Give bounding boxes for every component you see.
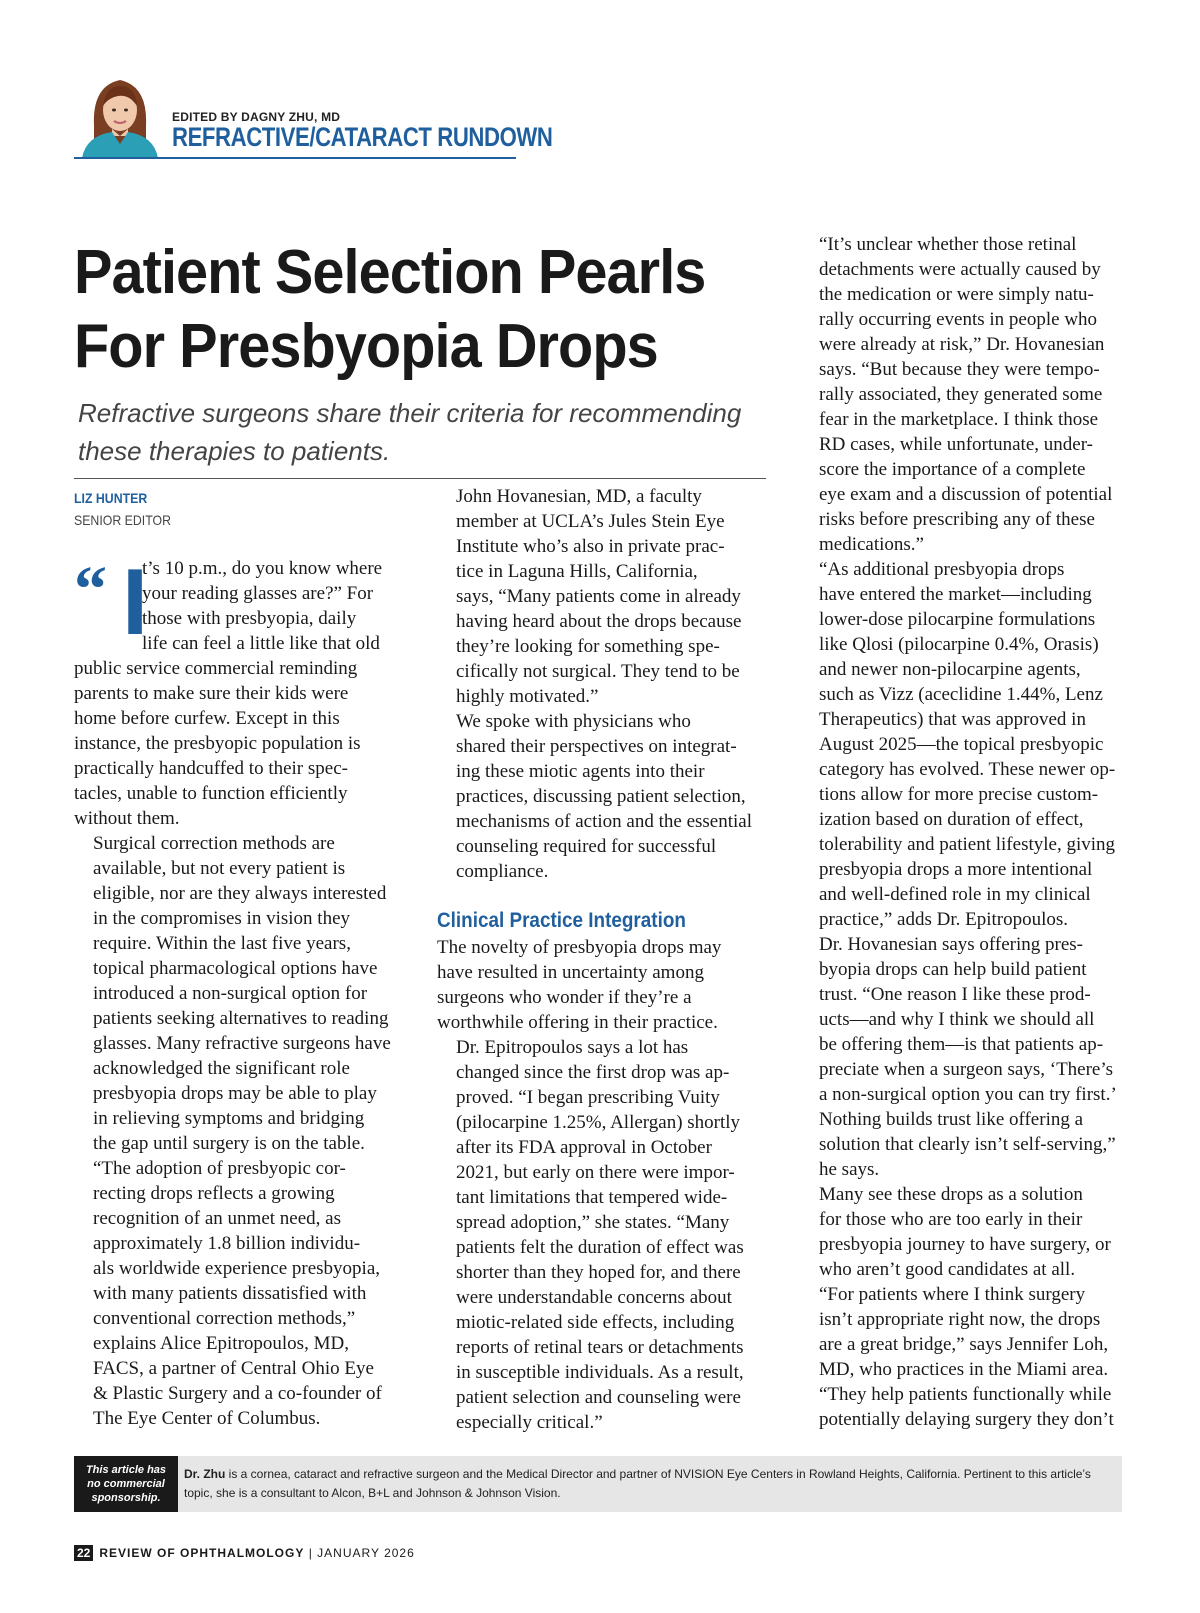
text-line: public service commercial reminding [74, 658, 358, 679]
text-line: such as Vizz (aceclidine 1.44%, Lenz [819, 684, 1103, 705]
text-line: they’re looking for something spe- [456, 636, 720, 657]
text-line: available, but not every patient is [93, 858, 346, 879]
text-line: the medication or were simply natu- [819, 284, 1094, 305]
text-line: The Eye Center of Columbus. [93, 1408, 321, 1429]
headline-line-2: For Presbyopia Drops [74, 312, 658, 381]
publication-name: REVIEW OF OPHTHALMOLOGY [99, 1546, 305, 1560]
text-line: proved. “I began prescribing Vuity [456, 1087, 720, 1108]
opening-quote-mark: “ [74, 553, 107, 626]
text-line: introduced a non-surgical option for [93, 983, 368, 1004]
paragraph [437, 709, 767, 884]
text-line: glasses. Many refractive surgeons have [93, 1033, 391, 1054]
text-line: rally associated, they generated some [819, 384, 1103, 405]
editor-portrait [74, 66, 166, 158]
text-line: byopia drops can help build patient [819, 959, 1087, 980]
text-line: presbyopia journey to have surgery, or [819, 1234, 1111, 1255]
text-line: tolerability and patient lifestyle, giving [819, 834, 1116, 855]
text-line: spread adoption,” she states. “Many [456, 1212, 730, 1233]
paragraph [800, 1182, 1130, 1282]
deck [78, 394, 778, 470]
text-line: a non-surgical option you can try first.’ [819, 1084, 1117, 1105]
paragraph [74, 549, 404, 656]
text-line: in susceptible individuals. As a result, [456, 1362, 744, 1383]
text-line: “As additional presbyopia drops [819, 559, 1065, 580]
text-line: are a great bridge,” says Jennifer Loh, [819, 1334, 1109, 1355]
text-line: the gap until surgery is on the table. [93, 1133, 365, 1154]
text-line: tacles, unable to function efficiently [74, 783, 348, 804]
text-line: highly motivated.” [456, 686, 599, 707]
text-line: he says. [819, 1159, 880, 1180]
section-title: REFRACTIVE/CATARACT RUNDOWN [172, 122, 553, 152]
text-line: explains Alice Epitropoulos, MD, [93, 1333, 349, 1354]
text-line: cifically not surgical. They tend to be [456, 661, 740, 682]
paragraph [74, 1156, 404, 1431]
text-line: tant limitations that tempered wide- [456, 1187, 728, 1208]
text-line: solution that clearly isn’t self-serving,” [819, 1134, 1116, 1155]
text-line: Dr. Epitropoulos says a lot has [456, 1037, 689, 1058]
text-line: having heard about the drops because [456, 611, 742, 632]
text-line: & Plastic Surgery and a co-founder of [93, 1383, 382, 1404]
text-line: RD cases, while unfortunate, under- [819, 434, 1093, 455]
text-line: Dr. Hovanesian says offering pres- [819, 934, 1083, 955]
text-line: member at UCLA’s Jules Stein Eye [456, 511, 725, 532]
page-footer [74, 1545, 415, 1561]
body-column-1 [74, 549, 404, 1431]
text-line: be offering them—is that patients ap- [819, 1034, 1104, 1055]
text-line: practically handcuffed to their spec- [74, 758, 348, 779]
text-line: without them. [74, 808, 180, 829]
text-line: category has evolved. These newer op- [819, 759, 1116, 780]
text-line: Institute who’s also in private prac- [456, 536, 725, 557]
sponsorship-badge [74, 1456, 178, 1512]
text-line: Surgical correction methods are [93, 833, 335, 854]
paragraph [437, 484, 767, 709]
text-line: “The adoption of presbyopic cor- [93, 1158, 346, 1179]
text-line: in the compromises in vision they [93, 908, 351, 929]
body-column-2 [437, 484, 767, 1435]
author-title: SENIOR EDITOR [74, 512, 171, 528]
deck-line-1: Refractive surgeons share their criteria for recommending [78, 398, 742, 428]
text-line: tice in Laguna Hills, California, [456, 561, 698, 582]
text-line: preciate when a surgeon says, ‘There’s [819, 1059, 1114, 1080]
paragraph [800, 932, 1130, 1182]
text-line: eye exam and a discussion of potential [819, 484, 1113, 505]
text-line: shorter than they hoped for, and there [456, 1262, 741, 1283]
text-line: presbyopia drops a more intentional [819, 859, 1093, 880]
paragraph [800, 557, 1130, 932]
deck-rule [74, 478, 766, 479]
disclosure-text [184, 1465, 1114, 1503]
text-line: miotic-related side effects, including [456, 1312, 735, 1333]
disclosure-body: is a cornea, cataract and refractive surgeon and the Medical Director and partner of NVISION Eye Centers in Rowland Heights, California. Pertinent to this article’s topic, she is a consultant to Alcon, B+L and Johnson & Johnson Vision. [184, 1467, 1091, 1500]
badge-line: This article has [85, 1464, 167, 1476]
text-line: who aren’t good candidates at all. [819, 1259, 1076, 1280]
text-line: reports of retinal tears or detachments [456, 1337, 744, 1358]
text-line: says. “But because they were tempo- [819, 359, 1100, 380]
text-line: presbyopia drops may be able to play [93, 1083, 377, 1104]
text-line: with many patients dissatisfied with [93, 1283, 367, 1304]
text-line: John Hovanesian, MD, a faculty [456, 486, 702, 507]
text-line: practice,” adds Dr. Epitropoulos. [819, 909, 1069, 930]
text-line: worthwhile offering in their practice. [437, 1012, 718, 1033]
text-line: and well-defined role in my clinical [819, 884, 1091, 905]
text-line: those with presbyopia, daily [142, 608, 357, 629]
text-line: FACS, a partner of Central Ohio Eye [93, 1358, 374, 1379]
edited-by-label: EDITED BY DAGNY ZHU, MD [172, 110, 341, 124]
text-line: ization based on duration of effect, [819, 809, 1084, 830]
paragraph [800, 1282, 1130, 1432]
text-line: “They help patients functionally while [819, 1384, 1112, 1405]
text-line: your reading glasses are?” For [142, 583, 374, 604]
text-line: have resulted in uncertainty among [437, 962, 704, 983]
text-line: topical pharmacological options have [93, 958, 378, 979]
badge-line: sponsorship. [91, 1492, 161, 1504]
headline-line-1: Patient Selection Pearls [74, 238, 706, 307]
text-line: parents to make sure their kids were [74, 683, 349, 704]
text-line: detachments were actually caused by [819, 259, 1101, 280]
paragraph [74, 656, 404, 831]
text-line: recognition of an unmet need, as [93, 1208, 341, 1229]
text-line: ucts—and why I think we should all [819, 1009, 1095, 1030]
footer-separator: | [304, 1546, 318, 1560]
text-line: risks before prescribing any of these [819, 509, 1095, 530]
disclosure-name: Dr. Zhu [184, 1467, 226, 1481]
text-line: acknowledged the significant role [93, 1058, 350, 1079]
text-line: recting drops reflects a growing [93, 1183, 335, 1204]
headline [74, 236, 725, 384]
text-line: patients seeking alternatives to reading [93, 1008, 389, 1029]
deck-line-2: these therapies to patients. [78, 436, 391, 466]
text-line: 2021, but early on there were impor- [456, 1162, 735, 1183]
text-line: mechanisms of action and the essential [456, 811, 752, 832]
text-line: The novelty of presbyopia drops may [437, 937, 722, 958]
drop-cap: I [122, 549, 149, 654]
body-column-3 [800, 232, 1130, 1432]
text-line: t’s 10 p.m., do you know where [142, 558, 383, 579]
text-line: in relieving symptoms and bridging [93, 1108, 365, 1129]
paragraph [437, 935, 767, 1035]
header-rule [74, 157, 516, 159]
text-line: isn’t appropriate right now, the drops [819, 1309, 1101, 1330]
text-line: patients felt the duration of effect was [456, 1237, 744, 1258]
text-line: medications.” [819, 534, 924, 555]
text-line: conventional correction methods,” [93, 1308, 356, 1329]
text-line: counseling required for successful [456, 836, 717, 857]
text-line: fear in the marketplace. I think those [819, 409, 1099, 430]
text-line: Nothing builds trust like offering a [819, 1109, 1084, 1130]
text-line: shared their perspectives on integrat- [456, 736, 737, 757]
paragraph [437, 1035, 767, 1435]
text-line: instance, the presbyopic population is [74, 733, 361, 754]
text-line: score the importance of a complete [819, 459, 1086, 480]
badge-line: no commercial [87, 1478, 165, 1490]
text-line: life can feel a little like that old [142, 633, 380, 654]
text-line: We spoke with physicians who [456, 711, 691, 732]
text-line: ing these miotic agents into their [456, 761, 705, 782]
text-line: home before curfew. Except in this [74, 708, 340, 729]
text-line: were understandable concerns about [456, 1287, 732, 1308]
text-line: als worldwide experience presbyopia, [93, 1258, 381, 1279]
text-line: trust. “One reason I like these prod- [819, 984, 1091, 1005]
text-line: approximately 1.8 billion individu- [93, 1233, 361, 1254]
text-line: potentially delaying surgery they don’t [819, 1409, 1114, 1430]
text-line: have entered the market—including [819, 584, 1092, 605]
text-line: rally occurring events in people who [819, 309, 1098, 330]
text-line: eligible, nor are they always interested [93, 883, 387, 904]
text-line: MD, who practices in the Miami area. [819, 1359, 1109, 1380]
text-line: (pilocarpine 1.25%, Allergan) shortly [456, 1112, 741, 1133]
paragraph [800, 232, 1130, 557]
subhead: Clinical Practice Integration [437, 909, 686, 932]
page-number: 22 [74, 1545, 93, 1561]
text-line: and newer non-pilocarpine agents, [819, 659, 1081, 680]
text-line: especially critical.” [456, 1412, 603, 1433]
text-line: changed since the first drop was ap- [456, 1062, 730, 1083]
text-line: practices, discussing patient selection, [456, 786, 746, 807]
text-line: “For patients where I think surgery [819, 1284, 1086, 1305]
text-line: tions allow for more precise custom- [819, 784, 1099, 805]
text-line: “It’s unclear whether those retinal [819, 234, 1077, 255]
text-line: says, “Many patients come in already [456, 586, 741, 607]
paragraph [74, 831, 404, 1156]
text-line: require. Within the last five years, [93, 933, 351, 954]
text-line: patient selection and counseling were [456, 1387, 741, 1408]
author-name: LIZ HUNTER [74, 490, 148, 506]
text-line: after its FDA approval in October [456, 1137, 712, 1158]
text-line: lower-dose pilocarpine formulations [819, 609, 1096, 630]
text-line: like Qlosi (pilocarpine 0.4%, Orasis) [819, 634, 1099, 655]
text-line: surgeons who wonder if they’re a [437, 987, 692, 1008]
issue-date: JANUARY 2026 [317, 1546, 415, 1560]
text-line: compliance. [456, 861, 549, 882]
text-line: were already at risk,” Dr. Hovanesian [819, 334, 1105, 355]
text-line: Therapeutics) that was approved in [819, 709, 1086, 730]
text-line: August 2025—the topical presbyopic [819, 734, 1104, 755]
text-line: Many see these drops as a solution [819, 1184, 1083, 1205]
text-line: for those who are too early in their [819, 1209, 1083, 1230]
